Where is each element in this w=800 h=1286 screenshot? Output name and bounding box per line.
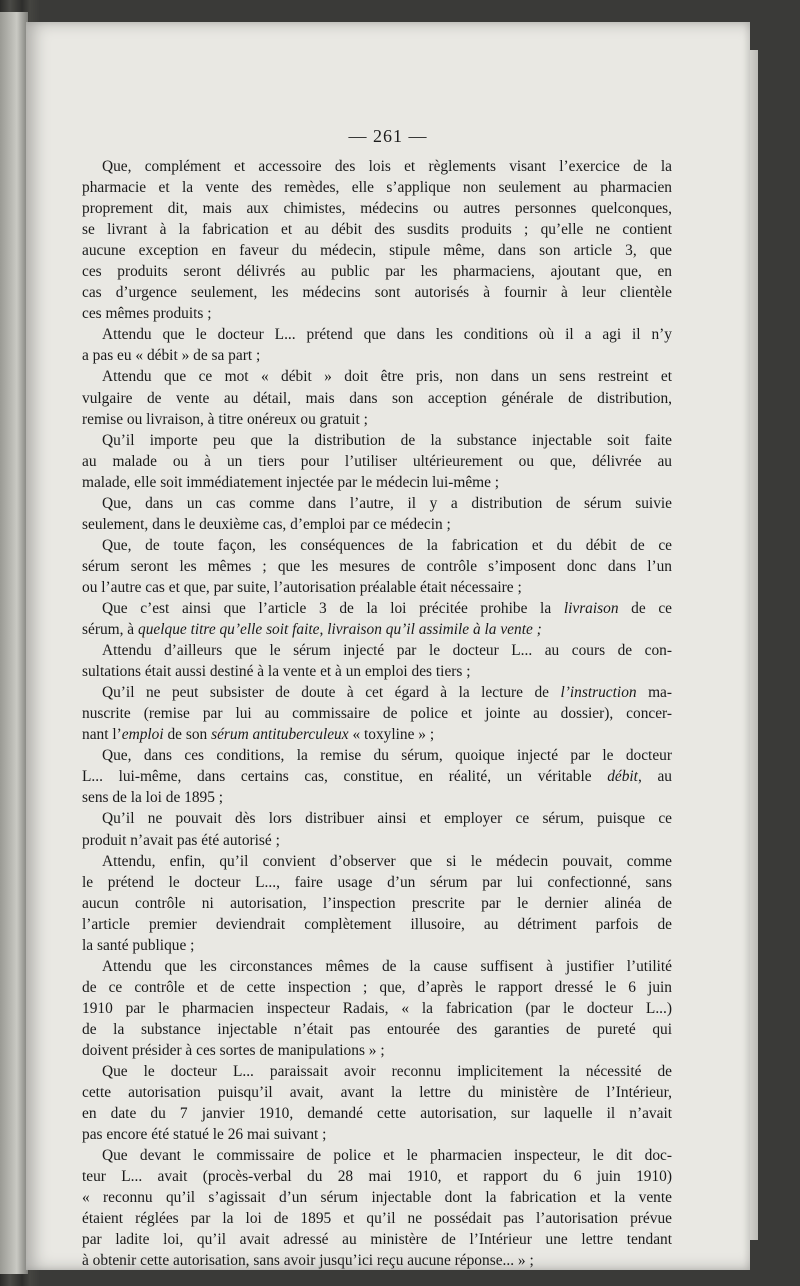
text-line: se livrant à la fabrication et au débit des susdits produits ; qu’elle ne contient [82, 221, 672, 239]
text-line: Que devant le commissaire de police et le pharmacien inspecteur, le dit doc- [102, 1147, 672, 1165]
text-line: aucun contrôle ni autorisation, l’inspection prescrite par le dernier alinéa de [82, 894, 672, 912]
text-line: le prétend le docteur L..., faire usage d’un sérum par lui confectionné, sans [82, 873, 672, 891]
text-line: à obtenir cette autorisation, sans avoir jusqu’ici reçu aucune réponse... » ; [82, 1252, 534, 1270]
text-line: ces mêmes produits ; [82, 305, 212, 323]
text-line: vulgaire de vente au détail, mais dans son acception générale de distribution, [82, 389, 672, 407]
text-line: produit n’avait pas été autorisé ; [82, 831, 280, 849]
text-line: Que, de toute façon, les conséquences de la fabrication et du débit de ce [102, 536, 672, 554]
text-line: l’article premier deviendrait complètement illusoire, au détriment parfois de [82, 915, 672, 933]
text-line: cas d’urgence seulement, les médecins sont autorisés à fournir à leur clientèle [82, 284, 672, 302]
previous-page-edge [0, 12, 28, 1274]
text-line: seulement, dans le deuxième cas, d’emploi par ce médecin ; [82, 515, 451, 533]
text-line: Attendu que ce mot « débit » doit être pris, non dans un sens restreint et [102, 368, 672, 386]
text-line: pas encore été statué le 26 mai suivant ; [82, 1126, 327, 1144]
text-line: Qu’il ne peut subsister de doute à cet égard à la lecture de l’instruction ma- [102, 684, 672, 702]
text-line: sérum seront les mêmes ; que les mesures de contrôle s’imposent donc dans l’un [82, 557, 672, 575]
text-line: sérum, à quelque titre qu’elle soit faite, livraison qu’il assimile à la vente ; [82, 621, 542, 639]
text-line: doivent présider à ces sortes de manipulations » ; [82, 1041, 385, 1059]
text-line: nuscrite (remise par lui au commissaire de police et jointe au dossier), concer- [82, 705, 672, 723]
text-line: remise ou livraison, à titre onéreux ou gratuit ; [82, 410, 368, 428]
text-line: au malade ou à un tiers pour l’utiliser ultérieurement ou que, délivrée au [82, 452, 672, 470]
text-line: teur L... avait (procès-verbal du 28 mai 1910, et rapport du 6 juin 1910) [82, 1168, 672, 1186]
text-line: Que, complément et accessoire des lois et règlements visant l’exercice de la [102, 158, 672, 175]
text-line: la santé publique ; [82, 936, 195, 954]
text-line: cette autorisation puisqu’il avait, avant la lettre du ministère de l’Intérieur, [82, 1084, 672, 1102]
text-line: Que, dans ces conditions, la remise du sérum, quoique injecté par le docteur [102, 747, 672, 765]
text-line: Que c’est ainsi que l’article 3 de la loi précitée prohibe la livraison de ce [102, 599, 672, 617]
text-line: nant l’emploi de son sérum antituberculeux « toxyline » ; [82, 726, 435, 744]
text-line: Qu’il importe peu que la distribution de la substance injectable soit faite [102, 431, 672, 449]
text-line: pharmacie et la vente des remèdes, elle s’applique non seulement au pharmacien [82, 179, 672, 197]
text-line: Attendu que le docteur L... prétend que dans les conditions où il a agi il n’y [102, 326, 672, 344]
text-line: de la substance injectable n’était pas entourée des garanties de pureté qui [82, 1020, 672, 1038]
page-number: — 261 — [348, 126, 428, 146]
text-line: 1910 par le pharmacien inspecteur Radais, « la fabrication (par le docteur L...) [82, 999, 672, 1017]
document-page [26, 22, 750, 1270]
text-line: ou l’autre cas et que, par suite, l’autorisation préalable était nécessaire ; [82, 578, 522, 596]
text-line: Attendu d’ailleurs que le sérum injecté par le docteur L... au cours de con- [102, 642, 672, 660]
text-line: de ce contrôle et de cette inspection ; que, d’après le rapport dressé le 6 juin [82, 978, 672, 996]
text-line: Attendu que les circonstances mêmes de la cause suffisent à justifier l’utilité [102, 957, 672, 975]
text-line: en date du 7 janvier 1910, demandé cette autorisation, sur laquelle il n’avait [82, 1105, 672, 1123]
text-line: Attendu, enfin, qu’il convient d’observer que si le médecin pouvait, comme [102, 852, 672, 870]
text-line: L... lui-même, dans certains cas, constitue, en réalité, un véritable débit, au [82, 768, 672, 786]
text-line: étaient réglées par la loi de 1895 et qu’il ne possédait pas l’autorisation prévue [82, 1210, 672, 1228]
text-line: sens de la loi de 1895 ; [82, 789, 224, 807]
text-line: a pas eu « débit » de sa part ; [82, 347, 261, 365]
text-line: sultations était aussi destiné à la vente et à un emploi des tiers ; [82, 663, 471, 681]
text-line: « reconnu qu’il s’agissait d’un sérum injectable dont la fabrication et la vente [82, 1189, 672, 1207]
text-line: Que le docteur L... paraissait avoir reconnu implicitement la nécessité de [102, 1063, 672, 1081]
text-line: aucune exception en faveur du médecin, stipule même, dans son article 3, que [82, 242, 672, 260]
text-line: proprement dit, mais aux chimistes, médecins ou autres personnes quelconques, [82, 200, 672, 218]
text-line: par ladite loi, qu’il avait adressé au ministère de l’Intérieur une lettre tendant [82, 1231, 672, 1249]
text-line: ces produits seront délivrés au public par les pharmaciens, ajoutant que, en [82, 263, 672, 281]
text-line: Qu’il ne pouvait dès lors distribuer ainsi et employer ce sérum, puisque ce [102, 810, 672, 828]
text-line: malade, elle soit immédiatement injectée par le médecin lui-même ; [82, 473, 500, 491]
text-line: Que, dans un cas comme dans l’autre, il y a distribution de sérum suivie [102, 494, 672, 512]
body-text [82, 156, 672, 1271]
